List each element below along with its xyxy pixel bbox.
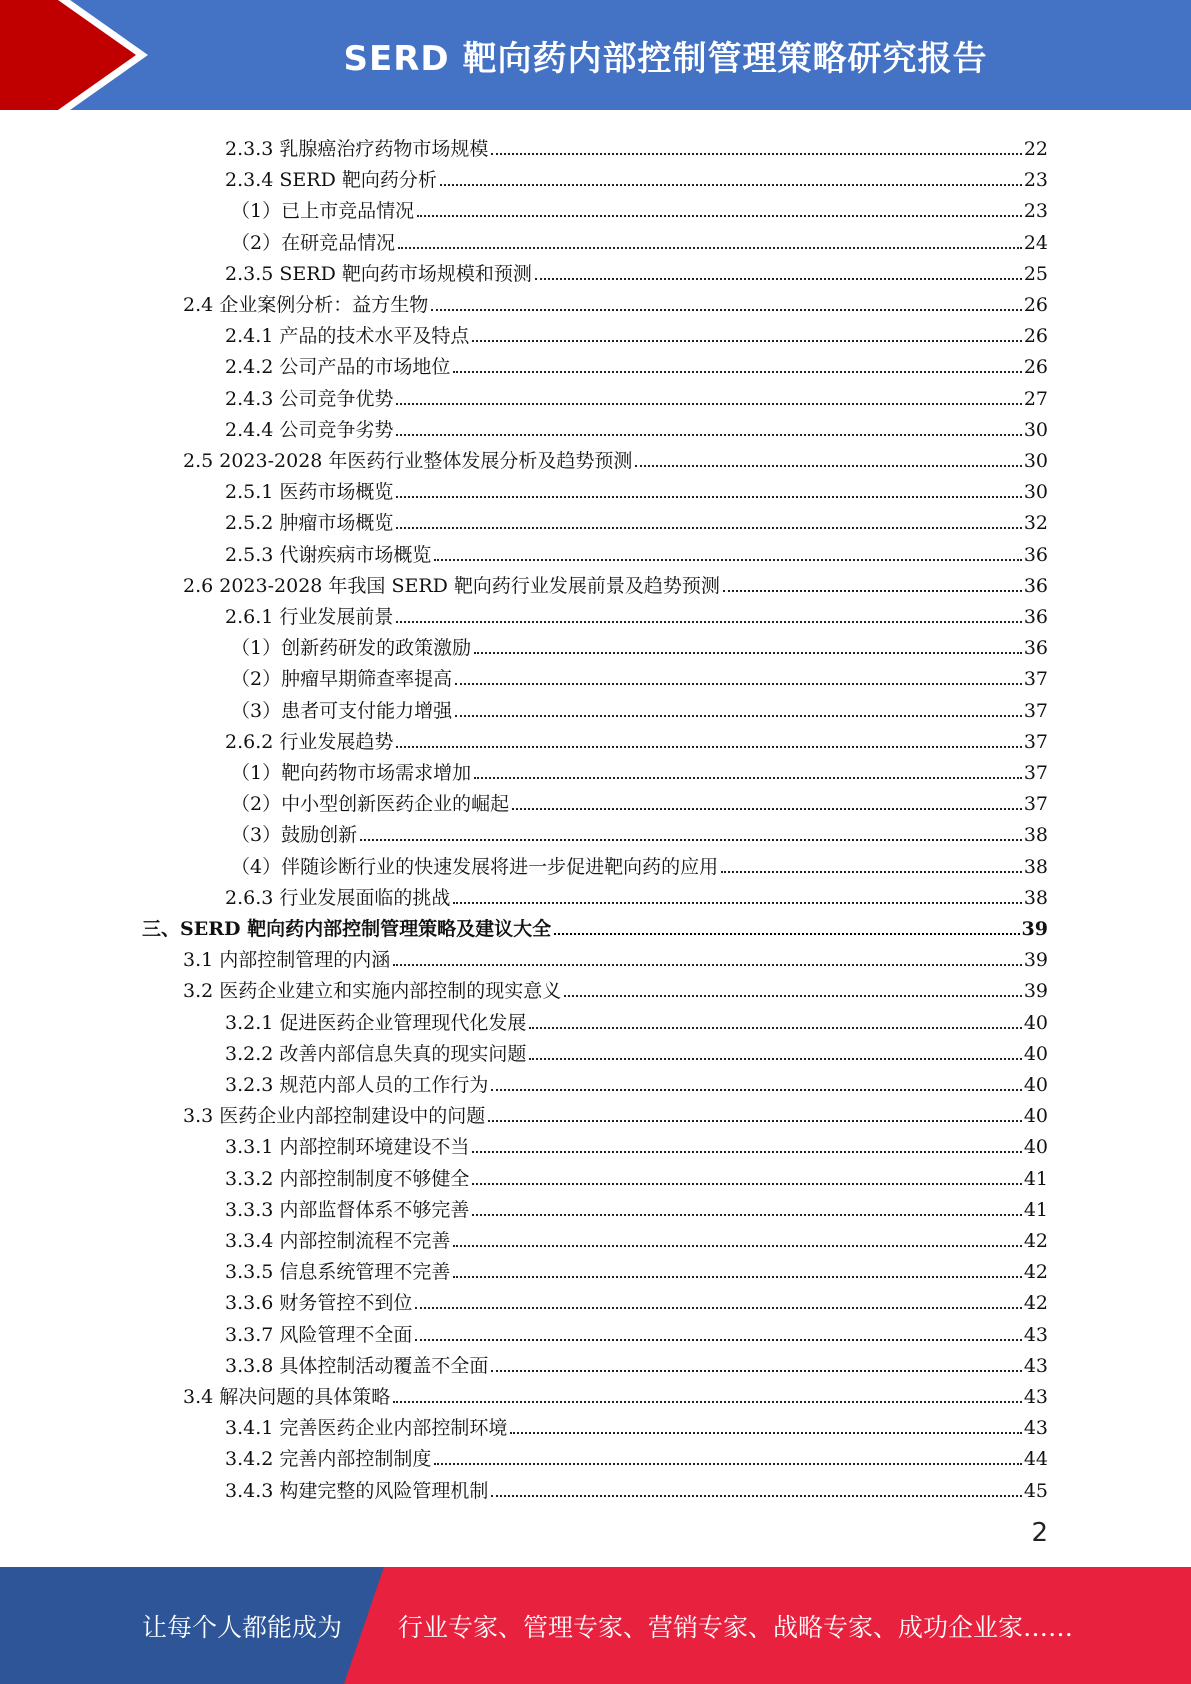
toc-entry-label: 2.4.2 公司产品的市场地位 (225, 356, 451, 379)
toc-entry-page: 38 (1023, 824, 1048, 847)
toc-entry-label: 2.5.3 代谢疾病市场概览 (225, 543, 432, 566)
toc-entry-label: 2.6.1 行业发展前景 (225, 606, 394, 628)
toc-entry-page: 42 (1023, 1292, 1048, 1315)
toc-entry-label: （1）创新药研发的政策激励 (231, 637, 472, 660)
toc-dot-leader (564, 995, 1022, 997)
page-footer (0, 1567, 1191, 1684)
toc-dot-leader (723, 590, 1022, 592)
toc-entry[interactable] (225, 1033, 1048, 1064)
toc-entry-label: 2.3.3 乳腺癌治疗药物市场规模 (225, 138, 489, 160)
toc-dot-leader (635, 465, 1021, 467)
toc-entry-label: 3.4.3 构建完整的风险管理机制 (225, 1479, 489, 1502)
toc-dot-leader (453, 902, 1021, 904)
toc-entry-label: 2.3.5 SERD 靶向药市场规模和预测 (225, 262, 532, 285)
toc-entry-label: 2.6.3 行业发展面临的挑战 (225, 886, 451, 909)
toc-entry-page: 42 (1023, 1261, 1048, 1284)
footer-slogan-right: 行业专家、管理专家、营销专家、战略专家、成功企业家…… (398, 1612, 1074, 1642)
toc-entry[interactable] (225, 1438, 1048, 1469)
toc-dot-leader (535, 278, 1022, 280)
toc-entry[interactable] (225, 596, 1048, 627)
toc-entry[interactable] (225, 1002, 1048, 1033)
toc-dot-leader (431, 309, 1022, 311)
toc-entry-label: （2）在研竞品情况 (231, 231, 396, 254)
toc-entry[interactable] (225, 315, 1048, 346)
toc-entry-label: 3.3.2 内部控制制度不够健全 (225, 1167, 470, 1190)
toc-entry-page: 40 (1023, 1011, 1048, 1034)
toc-entry-label: （3）患者可支付能力增强 (231, 699, 453, 722)
toc-entry-label: 2.6.2 行业发展趋势 (225, 730, 394, 753)
toc-dot-leader (396, 496, 1021, 498)
toc-entry[interactable] (225, 1407, 1048, 1438)
toc-entry[interactable] (231, 783, 1048, 814)
page-number: 2 (1031, 1518, 1048, 1548)
toc-entry-label: （1）靶向药物市场需求增加 (231, 762, 472, 784)
toc-entry[interactable] (183, 939, 1048, 970)
toc-entry-label: 三、SERD 靶向药内部控制管理策略及建议大全 (142, 918, 552, 940)
toc-entry-page: 38 (1023, 855, 1048, 878)
toc-entry[interactable] (225, 1470, 1048, 1501)
toc-entry[interactable] (231, 658, 1048, 689)
toc-dot-leader (396, 621, 1021, 623)
toc-entry-label: 3.2.1 促进医药企业管理现代化发展 (225, 1011, 527, 1034)
toc-entry-page: 26 (1023, 356, 1048, 379)
toc-entry[interactable] (142, 908, 1048, 939)
toc-dot-leader (512, 808, 1022, 810)
toc-entry[interactable] (225, 159, 1048, 190)
toc-entry-page: 32 (1023, 512, 1048, 535)
toc-dot-leader (434, 559, 1021, 561)
toc-entry-page: 23 (1023, 169, 1048, 192)
toc-entry-page: 36 (1023, 543, 1048, 566)
toc-dot-leader (393, 964, 1022, 966)
toc-entry-page: 43 (1023, 1386, 1048, 1408)
toc-entry[interactable] (225, 1126, 1048, 1157)
toc-entry-label: 3.3.3 内部监督体系不够完善 (225, 1198, 470, 1221)
toc-entry-label: 3.3.7 风险管理不全面 (225, 1323, 413, 1346)
toc-entry-label: 2.4.4 公司竞争劣势 (225, 418, 394, 441)
toc-entry-page: 37 (1023, 793, 1048, 816)
toc-entry-label: 2.3.4 SERD 靶向药分析 (225, 169, 437, 192)
toc-dot-leader (510, 1432, 1021, 1434)
toc-entry[interactable] (225, 346, 1048, 377)
toc-dot-leader (529, 1058, 1021, 1060)
toc-entry[interactable] (183, 1376, 1048, 1407)
toc-entry-page: 36 (1023, 574, 1048, 597)
footer-slogan-left: 让每个人都能成为 (142, 1612, 343, 1642)
toc-entry[interactable] (225, 1345, 1048, 1376)
toc-entry-label: （3）鼓励创新 (231, 824, 358, 847)
toc-entry-page: 25 (1023, 262, 1048, 285)
toc-dot-leader (453, 371, 1021, 373)
toc-entry-label: 3.3.4 内部控制流程不完善 (225, 1230, 451, 1252)
toc-entry-page: 40 (1023, 1136, 1048, 1159)
toc-entry-label: 2.4.1 产品的技术水平及特点 (225, 325, 470, 348)
toc-dot-leader (472, 1151, 1021, 1153)
toc-dot-leader (488, 1120, 1022, 1122)
toc-entry[interactable] (183, 440, 1048, 471)
toc-dot-leader (396, 746, 1021, 748)
toc-dot-leader (396, 527, 1021, 529)
toc-dot-leader (417, 215, 1022, 217)
toc-entry-page: 36 (1023, 606, 1048, 628)
toc-entry-label: 3.3 医药企业内部控制建设中的问题 (183, 1105, 486, 1128)
toc-entry-page: 26 (1023, 294, 1048, 316)
toc-entry[interactable] (231, 627, 1048, 658)
toc-entry-page: 40 (1023, 1105, 1048, 1128)
toc-entry-page: 30 (1023, 418, 1048, 441)
toc-entry-page: 26 (1023, 325, 1048, 348)
toc-entry-page: 36 (1023, 637, 1048, 660)
toc-entry-label: 3.2 医药企业建立和实施内部控制的现实意义 (183, 980, 562, 1003)
toc-entry[interactable] (183, 1095, 1048, 1126)
toc-dot-leader (491, 1495, 1021, 1497)
toc-entry-label: 2.5 2023-2028 年医药行业整体发展分析及趋势预测 (183, 450, 633, 472)
toc-dot-leader (472, 1183, 1021, 1185)
toc-entry-page: 30 (1023, 450, 1048, 472)
toc-dot-leader (529, 1027, 1021, 1029)
toc-dot-leader (472, 340, 1021, 342)
toc-entry-label: 3.3.6 财务管控不到位 (225, 1292, 413, 1315)
toc-entry[interactable] (225, 1189, 1048, 1220)
toc-entry-page: 37 (1023, 668, 1048, 691)
toc-entry-label: 2.5.1 医药市场概览 (225, 481, 394, 504)
toc-entry-label: 3.3.8 具体控制活动覆盖不全面 (225, 1354, 489, 1377)
toc-dot-leader (721, 871, 1022, 873)
page-header (0, 0, 1191, 110)
toc-entry-label: 2.6 2023-2028 年我国 SERD 靶向药行业发展前景及趋势预测 (183, 574, 720, 597)
toc-entry[interactable] (225, 1314, 1048, 1345)
toc-entry[interactable] (225, 1282, 1048, 1313)
toc-entry[interactable] (225, 1064, 1048, 1095)
toc-entry-page: 39 (1023, 980, 1048, 1003)
toc-entry[interactable] (231, 222, 1048, 253)
toc-dot-leader (472, 1214, 1021, 1216)
toc-entry-page: 37 (1023, 730, 1048, 753)
toc-entry-label: 3.1 内部控制管理的内涵 (183, 949, 391, 972)
toc-entry-label: 3.3.5 信息系统管理不完善 (225, 1261, 451, 1284)
toc-entry[interactable] (231, 814, 1048, 845)
chevron-arrow-icon (0, 0, 160, 110)
toc-entry[interactable] (225, 1220, 1048, 1251)
toc-entry[interactable] (231, 190, 1048, 221)
toc-entry[interactable] (225, 1251, 1048, 1282)
toc-entry-label: 3.4.1 完善医药企业内部控制环境 (225, 1417, 508, 1440)
toc-entry-label: （2）中小型创新医药企业的崛起 (231, 793, 510, 816)
toc-dot-leader (491, 1370, 1021, 1372)
toc-dot-leader (415, 1307, 1021, 1309)
toc-dot-leader (398, 247, 1022, 249)
toc-dot-leader (474, 652, 1022, 654)
toc-entry-page: 38 (1023, 886, 1048, 909)
toc-dot-leader (393, 1401, 1022, 1403)
document-title: SERD 靶向药内部控制管理策略研究报告 (343, 38, 988, 79)
toc-entry-page: 45 (1023, 1479, 1048, 1502)
toc-entry-page: 24 (1023, 231, 1048, 254)
toc-dot-leader (415, 1339, 1021, 1341)
toc-dot-leader (554, 933, 1019, 935)
toc-dot-leader (453, 1276, 1021, 1278)
toc-entry[interactable] (183, 565, 1048, 596)
toc-entry-label: 2.5.2 肿瘤市场概览 (225, 512, 394, 535)
toc-entry-page: 43 (1023, 1417, 1048, 1440)
toc-entry-label: 3.4 解决问题的具体策略 (183, 1386, 391, 1408)
toc-dot-leader (453, 1245, 1021, 1247)
toc-dot-leader (491, 1089, 1021, 1091)
toc-entry[interactable] (225, 409, 1048, 440)
toc-entry-page: 30 (1023, 481, 1048, 504)
toc-entry-label: 3.4.2 完善内部控制制度 (225, 1448, 432, 1471)
toc-entry-label: （2）肿瘤早期筛查率提高 (231, 668, 453, 691)
toc-entry-label: 2.4.3 公司竞争优势 (225, 387, 394, 410)
toc-entry-page: 43 (1023, 1323, 1048, 1346)
toc-dot-leader (474, 777, 1022, 779)
toc-dot-leader (455, 683, 1022, 685)
toc-entry[interactable] (231, 846, 1048, 877)
toc-entry-page: 37 (1023, 762, 1048, 784)
toc-entry-page: 41 (1023, 1198, 1048, 1221)
toc-entry[interactable] (231, 752, 1048, 783)
toc-entry-label: 3.2.2 改善内部信息失真的现实问题 (225, 1042, 527, 1065)
toc-entry-page: 37 (1023, 699, 1048, 722)
toc-entry[interactable] (225, 253, 1048, 284)
toc-entry-label: 2.4 企业案例分析：益方生物 (183, 294, 429, 316)
toc-dot-leader (396, 434, 1021, 436)
toc-entry-page: 42 (1023, 1230, 1048, 1252)
toc-entry[interactable] (183, 284, 1048, 315)
toc-dot-leader (440, 184, 1022, 186)
toc-entry[interactable] (231, 690, 1048, 721)
toc-entry[interactable] (225, 1158, 1048, 1189)
toc-entry[interactable] (225, 502, 1048, 533)
toc-entry-page: 27 (1023, 387, 1048, 410)
toc-entry[interactable] (183, 970, 1048, 1001)
toc-entry[interactable] (225, 471, 1048, 502)
toc-entry-page: 22 (1023, 138, 1048, 160)
toc-entry-page: 23 (1023, 200, 1048, 223)
toc-dot-leader (396, 403, 1021, 405)
toc-entry[interactable] (225, 877, 1048, 908)
toc-entry[interactable] (225, 534, 1048, 565)
toc-entry-page: 44 (1023, 1448, 1048, 1471)
toc-entry-page: 39 (1023, 949, 1048, 972)
toc-entry-page: 40 (1023, 1074, 1048, 1096)
toc-entry-label: 3.3.1 内部控制环境建设不当 (225, 1136, 470, 1159)
toc-dot-leader (360, 839, 1022, 841)
toc-dot-leader (455, 715, 1022, 717)
toc-dot-leader (434, 1463, 1021, 1465)
toc-dot-leader (491, 153, 1021, 155)
toc-entry-page: 39 (1021, 918, 1048, 940)
toc-entry[interactable] (225, 721, 1048, 752)
toc-entry[interactable] (225, 378, 1048, 409)
toc-entry-label: （1）已上市竞品情况 (231, 200, 415, 223)
toc-entry-page: 41 (1023, 1167, 1048, 1190)
toc-entry-page: 40 (1023, 1042, 1048, 1065)
toc-entry-label: （4）伴随诊断行业的快速发展将进一步促进靶向药的应用 (231, 855, 719, 878)
toc-entry[interactable] (225, 128, 1048, 159)
toc-entry-label: 3.2.3 规范内部人员的工作行为 (225, 1074, 489, 1096)
toc-entry-page: 43 (1023, 1354, 1048, 1377)
